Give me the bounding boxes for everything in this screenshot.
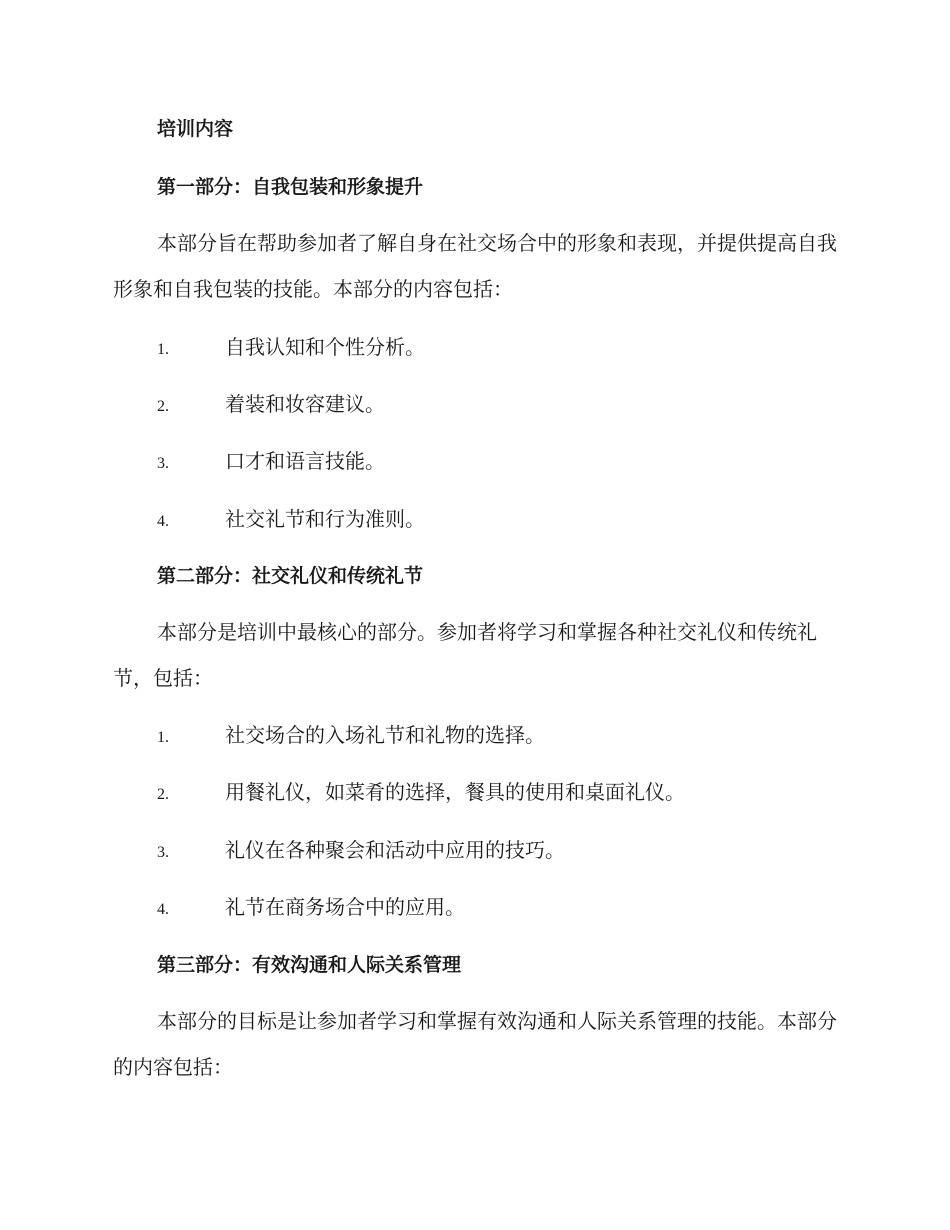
list-item-text: 自我认知和个性分析。 — [225, 335, 425, 359]
list-item-number: 4. — [157, 513, 169, 530]
list-item-number: 3. — [157, 844, 169, 861]
section-3-paragraph: 本部分的目标是让参加者学习和掌握有效沟通和人际关系管理的技能。本部分的内容包括： — [113, 1009, 837, 1079]
list-item-text: 口才和语言技能。 — [225, 449, 385, 473]
list-item — [157, 894, 465, 923]
list-item-number: 1. — [157, 341, 169, 358]
list-item-text: 着装和妆容建议。 — [225, 392, 385, 416]
section-2-heading: 第二部分：社交礼仪和传统礼节 — [157, 565, 424, 587]
section-3-heading: 第三部分：有效沟通和人际关系管理 — [157, 954, 462, 976]
list-item-number: 1. — [157, 729, 169, 746]
list-item — [157, 506, 425, 535]
list-item — [157, 334, 425, 363]
list-item-number: 4. — [157, 901, 169, 918]
list-item-text: 礼节在商务场合中的应用。 — [225, 895, 465, 919]
list-item-text: 礼仪在各种聚会和活动中应用的技巧。 — [225, 838, 565, 862]
list-item-number: 2. — [157, 786, 169, 803]
list-item — [157, 391, 385, 420]
list-item-number: 3. — [157, 455, 169, 472]
list-item-text: 社交场合的入场礼节和礼物的选择。 — [225, 723, 545, 747]
list-item-text: 用餐礼仪，如菜肴的选择，餐具的使用和桌面礼仪。 — [225, 780, 685, 804]
section-1-heading: 第一部分：自我包装和形象提升 — [157, 176, 424, 198]
list-item-text: 社交礼节和行为准则。 — [225, 507, 425, 531]
list-item — [157, 448, 385, 477]
list-item — [157, 837, 565, 866]
section-1-paragraph: 本部分旨在帮助参加者了解自身在社交场合中的形象和表现，并提供提高自我形象和自我包装的技能。本部分的内容包括： — [113, 231, 837, 301]
document-title: 培训内容 — [157, 118, 234, 140]
section-2-paragraph: 本部分是培训中最核心的部分。参加者将学习和掌握各种社交礼仪和传统礼节，包括： — [113, 620, 817, 690]
list-item-number: 2. — [157, 398, 169, 415]
list-item — [157, 779, 685, 808]
list-item — [157, 722, 545, 751]
